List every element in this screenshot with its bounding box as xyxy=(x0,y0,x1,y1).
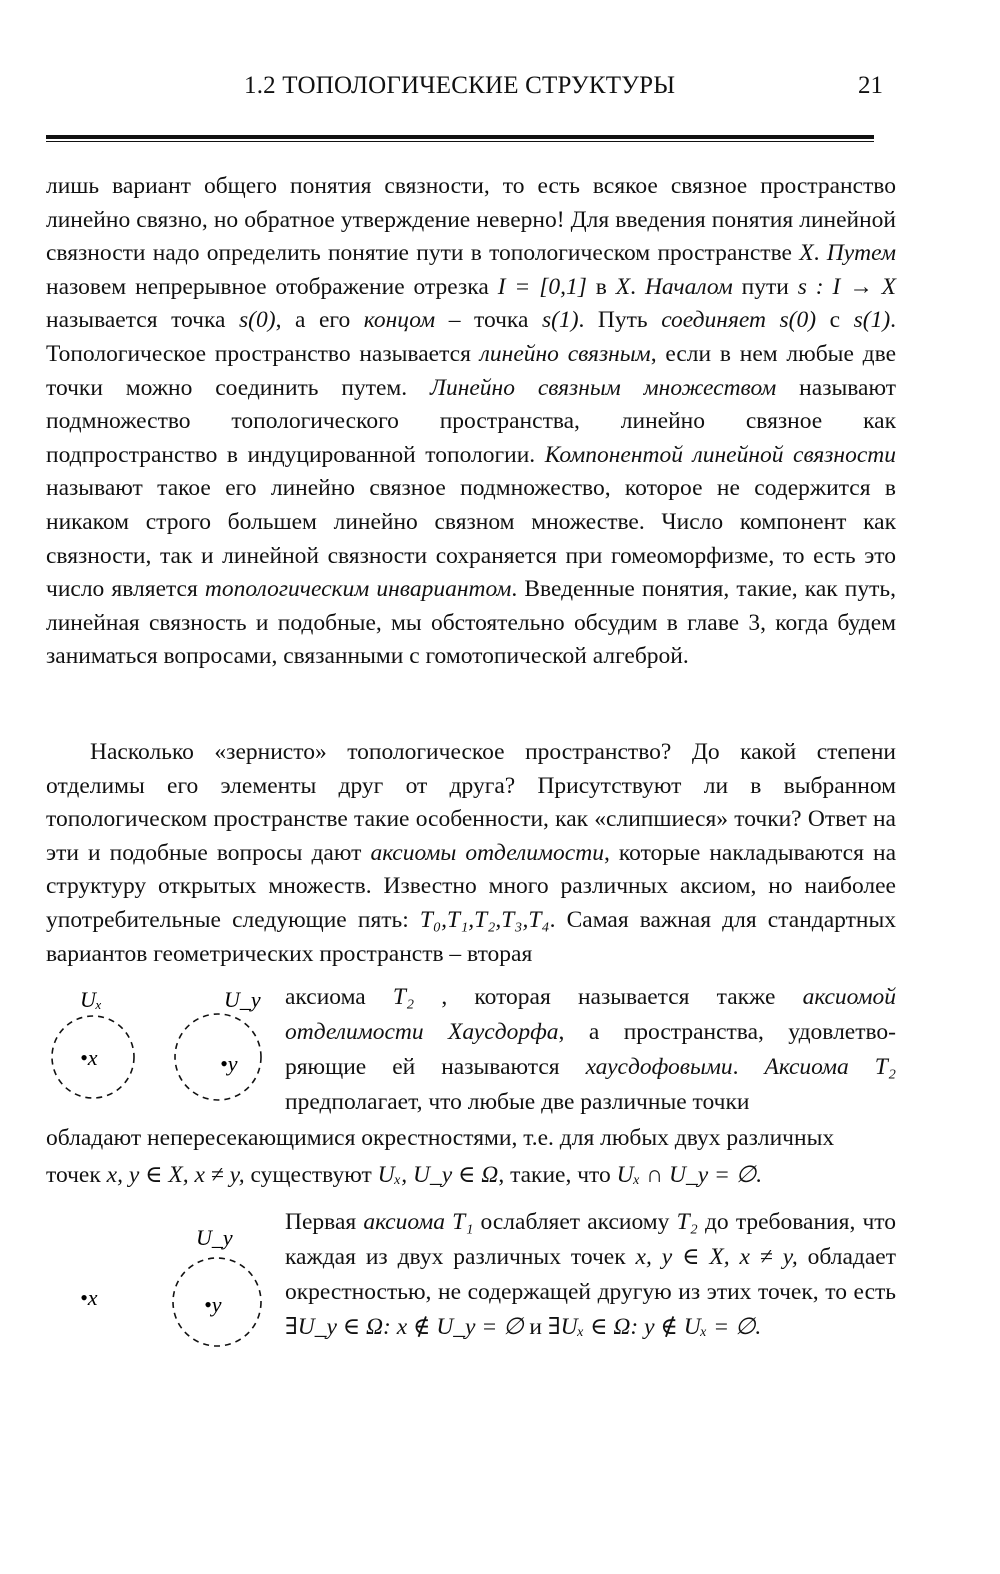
text-run: , а его xyxy=(275,307,364,334)
term-axiom: аксиома xyxy=(363,1209,445,1235)
math-X: X xyxy=(799,240,814,267)
figure-t1 xyxy=(60,1215,280,1355)
term-axiom: Аксиома xyxy=(764,1054,849,1080)
math-s1: s(1) xyxy=(853,307,891,334)
running-head: 1.2 ТОПОЛОГИЧЕСКИЕ СТРУКТУРЫ xyxy=(244,72,676,99)
text-run: в xyxy=(586,273,616,300)
term-component: Компонентой линейной связности xyxy=(544,441,896,468)
page-header xyxy=(0,72,1000,112)
text-run: существуют xyxy=(250,1162,378,1188)
text-run: называют такое его линейно связное подмножество, которое не содержится в никаком строго большем линейно связном множестве. Число компонент как связности, так и линейной связности сохраняется при гомеоморфизме, то есть это число является xyxy=(46,475,896,603)
math-exists-uy: ∃U_y ∈ Ω: x ∉ U_y = ∅ xyxy=(285,1314,524,1340)
label-uy: U_y xyxy=(224,987,261,1012)
text-run: назовем непрерывное отображение отрезка xyxy=(46,273,498,300)
math-map: s : I → X xyxy=(797,273,896,300)
text-run: , которая называется также xyxy=(414,984,803,1010)
paragraph-path-connectedness xyxy=(46,170,896,674)
text-run: . xyxy=(630,273,645,300)
term-hausdorff-axiom: аксиомой отделимости Хаусдорфа xyxy=(285,984,896,1045)
text-run: предполагает, что любые две различные точки xyxy=(285,1089,750,1115)
math-axiom-list: T₀,T₁,T₂,T₃,T₄ xyxy=(419,906,550,933)
term-start: Началом xyxy=(644,273,733,300)
text-run xyxy=(849,1054,875,1080)
term-path: Путем xyxy=(826,240,896,267)
point-x: •x xyxy=(80,1045,98,1070)
math-T2: T₂ xyxy=(392,984,415,1010)
term-separation-axioms: аксиомы отделимости xyxy=(370,839,604,866)
label-uy: U_y xyxy=(196,1225,233,1250)
text-run: и xyxy=(523,1314,548,1340)
math-neighbourhoods: Uₓ, U_y ∈ Ω xyxy=(377,1162,499,1188)
term-connects: соединяет xyxy=(661,307,766,334)
header-rule xyxy=(46,135,874,142)
math-interval: I = [0,1] xyxy=(497,273,587,300)
term-invariant: топологическим инвариантом xyxy=(204,576,512,603)
text-run: , которые накладываются на структуру открытых множеств. Известно много различных аксиом, но наиболее употребительные следующие пять: xyxy=(46,839,896,933)
math-T2: T₂ xyxy=(676,1209,698,1235)
text-run: называется точка xyxy=(46,307,240,334)
point-y: •y xyxy=(204,1292,222,1317)
paragraph-t1-wrap xyxy=(285,1205,896,1345)
figure-hausdorff xyxy=(46,985,276,1105)
text-run: ослабляет аксиому xyxy=(473,1209,677,1235)
text-run: называют подмножество топологического пространства, линейно связное как подпространство в индуцированной топологии. xyxy=(46,374,896,468)
term-end: концом xyxy=(363,307,436,334)
text-run: Насколько «зернисто» топологическое пространство? До какой степени отделимы его элементы друг от друга? Присутствуют ли в выбранном топологическом пространстве такие особенности, как «слипшиеся» точки? Ответ на эти и подобные вопросы дают xyxy=(46,739,896,866)
math-s1: s(1) xyxy=(541,307,579,334)
paragraph-separation-axioms xyxy=(46,736,896,971)
point-y: •y xyxy=(220,1051,238,1076)
text-run: до требования, что каждая из двух различных точек xyxy=(285,1209,896,1270)
hausdorff-diagram xyxy=(46,985,276,1105)
text-run: . xyxy=(813,240,827,267)
text-run: – точка xyxy=(435,307,542,334)
math-points: x, y ∈ X, x ≠ y, xyxy=(106,1162,245,1188)
text-run: пути xyxy=(732,273,798,300)
math-T2: T₂ xyxy=(874,1054,896,1080)
text-run: лишь вариант общего понятия связности, то есть всякое связное пространство линейно связно, но обратное утверждение неверно! Для введения понятия линейной связности надо определить понятие пути в топологическом пространстве xyxy=(46,173,896,267)
text-run: . Самая важная для стандартных вариантов геометрических пространств – вторая xyxy=(46,906,896,967)
text-run: . Топологическое пространство называется xyxy=(46,307,897,367)
label-ux: Uₓ xyxy=(80,987,103,1012)
math-T1: T₁ xyxy=(452,1209,474,1235)
math-X: X xyxy=(615,273,631,300)
math-s0: s(0) xyxy=(779,307,817,334)
math-exists-ux: ∃Uₓ ∈ Ω: y ∉ Uₓ = ∅. xyxy=(547,1314,762,1340)
text-run xyxy=(766,307,780,333)
term-path-connected-set: Линейно связным множеством xyxy=(430,374,777,401)
neighbourhood-uy xyxy=(175,1014,261,1100)
term-path-connected: линейно связным xyxy=(479,340,651,367)
text-run: , такие, что xyxy=(498,1162,617,1188)
paragraph-hausdorff-wrap xyxy=(285,980,896,1120)
text-run: . Путь xyxy=(578,307,662,334)
line-hausdorff-formula xyxy=(46,1160,896,1189)
text-run: точек xyxy=(46,1162,107,1188)
text-run: . xyxy=(732,1054,765,1080)
t1-diagram xyxy=(60,1215,280,1355)
text-run: аксиома xyxy=(285,984,393,1010)
page-number: 21 xyxy=(858,72,883,99)
term-hausdorff-spaces: хаусдофовыми xyxy=(585,1054,733,1080)
text-run: , если в нем любые две точки можно соединить путем. xyxy=(46,340,896,401)
line-disjoint-neighbourhoods: обладают непересекающимися окрестностями, т.е. для любых двух различных xyxy=(46,1125,835,1151)
text-run: с xyxy=(816,307,854,334)
text-run: , а пространства, удовлетво-ряющие ей называются xyxy=(285,1019,897,1080)
text-run: . Введенные понятия, такие, как путь, линейная связность и подобные, мы обстоятельно обсудим в главе 3, когда будем заниматься вопросами, связанными с гомотопической алгеброй. xyxy=(46,576,896,670)
math-points: x, y ∈ X, x ≠ y, xyxy=(635,1244,798,1270)
math-s0: s(0) xyxy=(239,307,276,334)
text-run: обладает окрестностью, не содержащей другую из этих точек, то есть xyxy=(285,1244,896,1305)
text-run: Первая xyxy=(285,1209,364,1235)
math-intersection: Uₓ ∩ U_y = ∅. xyxy=(616,1162,763,1188)
point-x: •x xyxy=(80,1285,98,1310)
